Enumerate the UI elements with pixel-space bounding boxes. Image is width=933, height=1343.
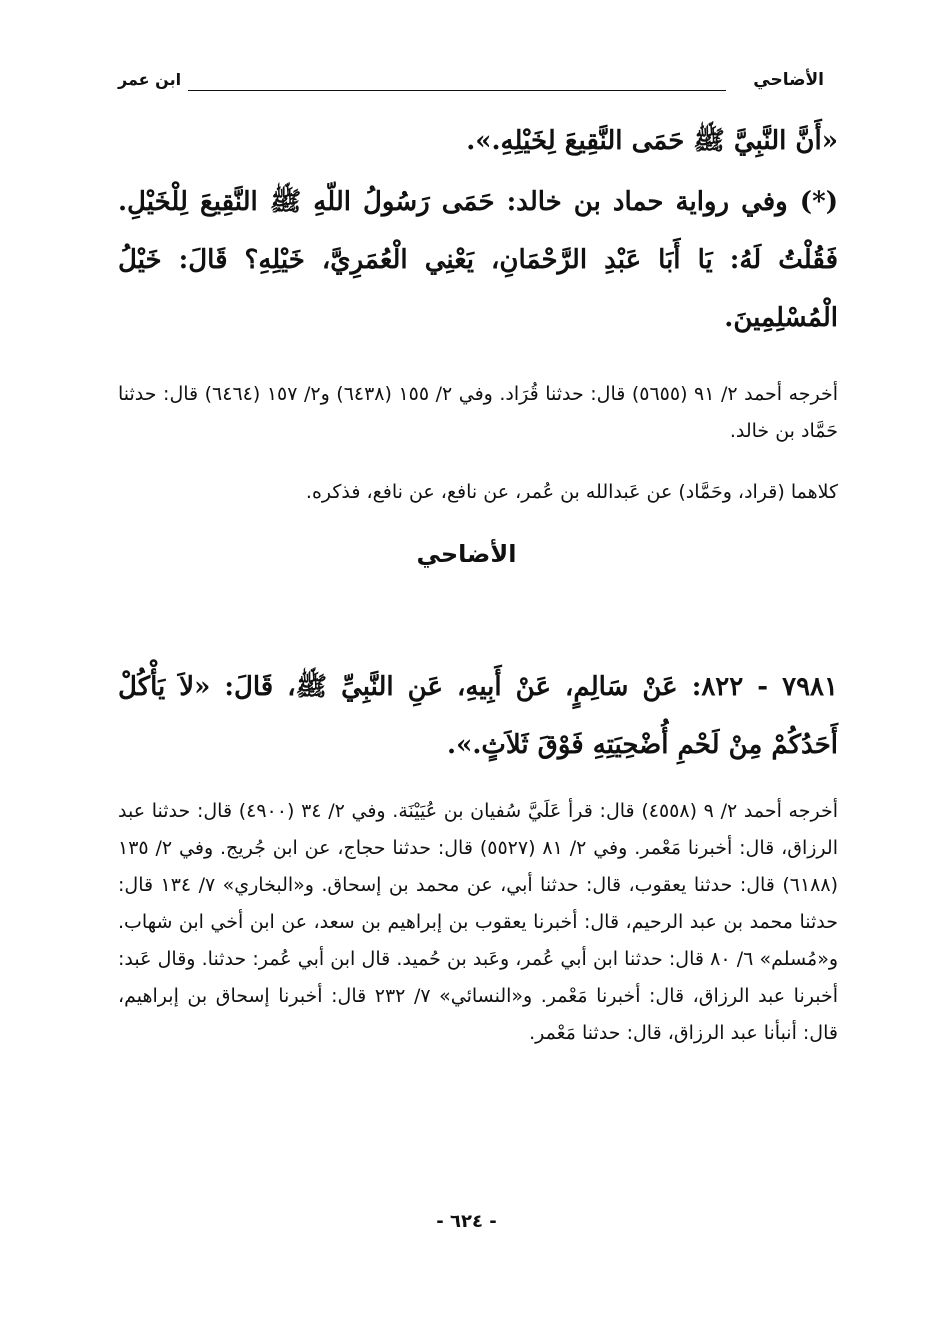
section-heading: الأضاحي xyxy=(416,540,517,568)
takhrij-paragraph-2: أخرجه أحمد ٢/ ٩ (٤٥٥٨) قال: قرأ عَلَيَّ سُفيان بن عُيَيْنَة. وفي ٢/ ٣٤ (٤٩٠٠) قال: حدثنا عبد الرزاق، قال: أخبرنا مَعْمر. وفي ٢/ ٨١ (٥٥٢٧) قال: حدثنا حجاج، عن ابن جُريج. وفي ٢/ ١٣٥ (٦١٨٨) قال: حدثنا يعقوب، قال: حدثنا أبي، عن محمد بن إسحاق. و«البخاري» ٧/ ١٣٤ قال: حدثنا محمد بن عبد الرحيم، قال: أخبرنا يعقوب بن إبراهيم بن سعد، عن ابن أخي ابن شهاب. و«مُسلم» ٦/ ٨٠ قال: حدثنا ابن أبي عُمر، وعَبد بن حُميد. قال ابن أبي عُمر: حدثنا. وقال عَبد: أخبرنا عبد الرزاق، قال: أخبرنا مَعْمر. و«النسائي» ٧/ ٢٣٢ قال: أخبرنا إسحاق بن إبراهيم، قال: أنبأنا عبد الرزاق، قال: حدثنا مَعْمر. xyxy=(118,800,839,1044)
running-header xyxy=(118,68,824,98)
companion-name: ابن عمر xyxy=(118,70,182,89)
hadith-822: ٧٩٨١ - ٨٢٢: عَنْ سَالِمٍ، عَنْ أَبِيهِ، عَنِ النَّبِيِّ ﷺ، قَالَ: «لاَ يَأْكُلْ أَحَدُكُمْ مِنْ لَحْمِ أُضْحِيَتِهِ فَوْقَ ثَلاَثٍ.». xyxy=(118,672,838,760)
narration-variant: (*) وفي رواية حماد بن خالد: حَمَى رَسُولُ اللّهِ ﷺ النَّقِيعَ لِلْخَيْلِ. فَقُلْتُ لَهُ: يَا أَبَا عَبْدِ الرَّحْمَانِ، يَعْنِي الْعُمَرِيَّ، خَيْلِهِ؟ قَالَ: خَيْلُ الْمُسْلِمِينَ. xyxy=(118,187,838,333)
continued-hadith-text: «أَنَّ النَّبِيَّ ﷺ حَمَى النَّقِيعَ لِخَيْلِهِ.». xyxy=(466,126,838,156)
page-number: - ٦٢٤ - xyxy=(436,1211,497,1232)
header-rule xyxy=(188,90,726,91)
chapter-title: الأضاحي xyxy=(753,70,824,90)
takhrij-paragraph: أخرجه أحمد ٢/ ٩١ (٥٦٥٥) قال: حدثنا قُرَاد. وفي ٢/ ١٥٥ (٦٤٣٨) و٢/ ١٥٧ (٦٤٦٤) قال: حدثنا حَمَّاد بن خالد. xyxy=(118,383,839,442)
isnad-summary: كلاهما (قراد، وحَمَّاد) عن عَبدالله بن عُمر، عن نافع، عن نافع، فذكره. xyxy=(305,481,838,503)
